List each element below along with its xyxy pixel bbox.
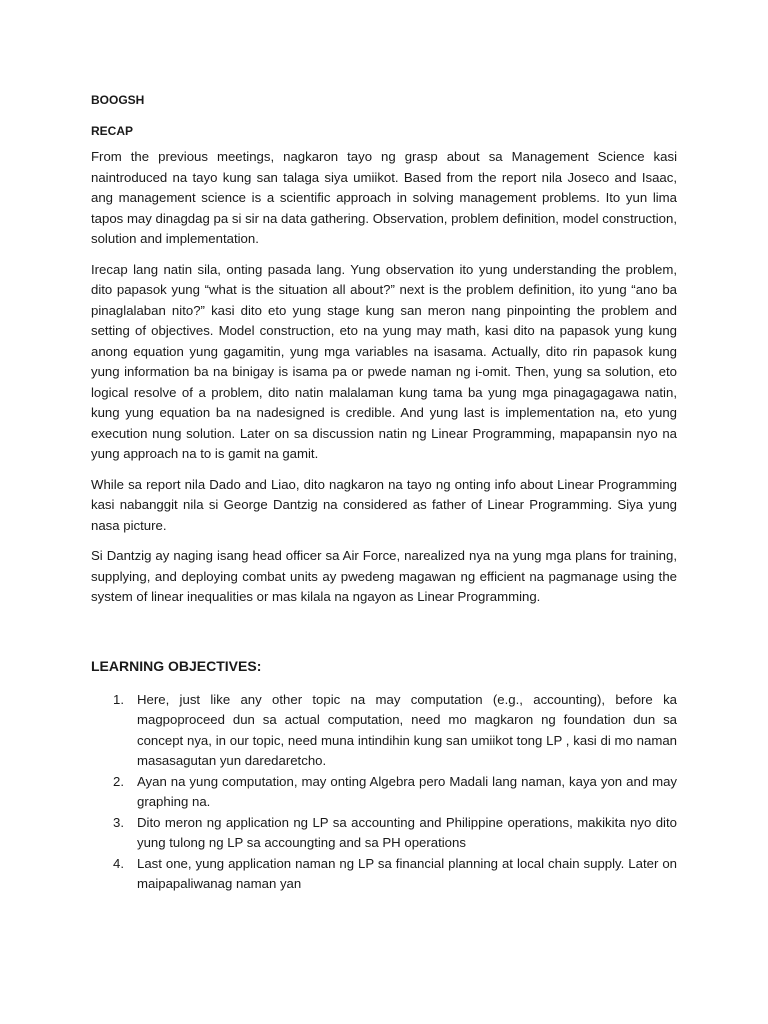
recap-paragraph-1: From the previous meetings, nagkaron tayo ng grasp about sa Management Science kasi naintroduced na tayo kung san talaga siya umiikot. Based from the report nila Joseco and Isaac, ang management science is a scientific approach in solving management problems. Ito yun lima tapos may dinagdag pa si sir na data gathering. Observation, problem definition, model construction, solution and implementation. <box>91 149 677 246</box>
objective-text: Dito meron ng application ng LP sa accounting and Philippine operations, makikita nyo dito yung tulong ng LP sa accoungting and sa PH operations <box>137 814 677 850</box>
learning-objectives-heading: LEARNING OBJECTIVES: <box>91 657 262 674</box>
objective-number: 2. <box>113 773 124 789</box>
objective-item <box>91 772 677 813</box>
objective-number: 4. <box>113 855 124 871</box>
objective-item <box>91 854 677 895</box>
recap-paragraph-2: Irecap lang natin sila, onting pasada lang. Yung observation ito yung understanding the problem, dito papasok yung “what is the situation all about?” next is the problem definition, ito yung “ano ba pinaglalaban nito?” kasi dito eto yung stage kung san meron nang pinpointing the problem and setting of objectives. Model construction, eto na yung may math, kasi dito na papasok yung kung anong equation yung gagamitin, yung mga variables na isasama. Actually, dito rin papasok kung yung information ba na binigay is isama pa or pwede naman ng i-omit. Then, yung sa solution, eto logical resolve of a problem, dito natin malalaman kung tama ba yung mga pinagagagawa natin, kung yung equation ba na nadesigned is credible. And yung last is implementation na, eto yung execution nung solution. Later on sa discussion natin ng Linear Programming, mapapansin nyo na yung approach na to is gamit na gamit. <box>91 261 677 461</box>
section-title-recap: RECAP <box>91 124 134 138</box>
document-page <box>91 92 677 895</box>
objective-item <box>91 690 677 772</box>
learning-objectives-list <box>91 690 677 895</box>
objective-number: 3. <box>113 814 124 830</box>
objective-text: Here, just like any other topic na may computation (e.g., accounting), before ka magpoproceed dun sa actual computation, need mo magkaron ng foundation dun sa concept nya, in our topic, need muna intindihin kung san umiikot tong LP , kasi di mo naman masasagutan yun daredaretcho. <box>137 691 677 768</box>
objective-item <box>91 813 677 854</box>
recap-paragraph-4: Si Dantzig ay naging isang head officer sa Air Force, narealized nya na yung mga plans for training, supplying, and deploying combat units ay pwedeng magawan ng efficient na pagmanage using the system of linear inequalities or mas kilala na ngayon as Linear Programming. <box>91 548 677 604</box>
objective-number: 1. <box>113 691 124 707</box>
objective-text: Ayan na yung computation, may onting Algebra pero Madali lang naman, kaya yon and may graphing na. <box>137 773 677 809</box>
recap-paragraph-3: While sa report nila Dado and Liao, dito nagkaron na tayo ng onting info about Linear Programming kasi nabanggit nila si George Dantzig na considered as father of Linear Programming. Siya yung nasa picture. <box>91 476 677 533</box>
objective-text: Last one, yung application naman ng LP sa financial planning at local chain supply. Later on maipapaliwanag naman yan <box>137 855 677 891</box>
document-label-boogsh: BOOGSH <box>91 93 145 107</box>
